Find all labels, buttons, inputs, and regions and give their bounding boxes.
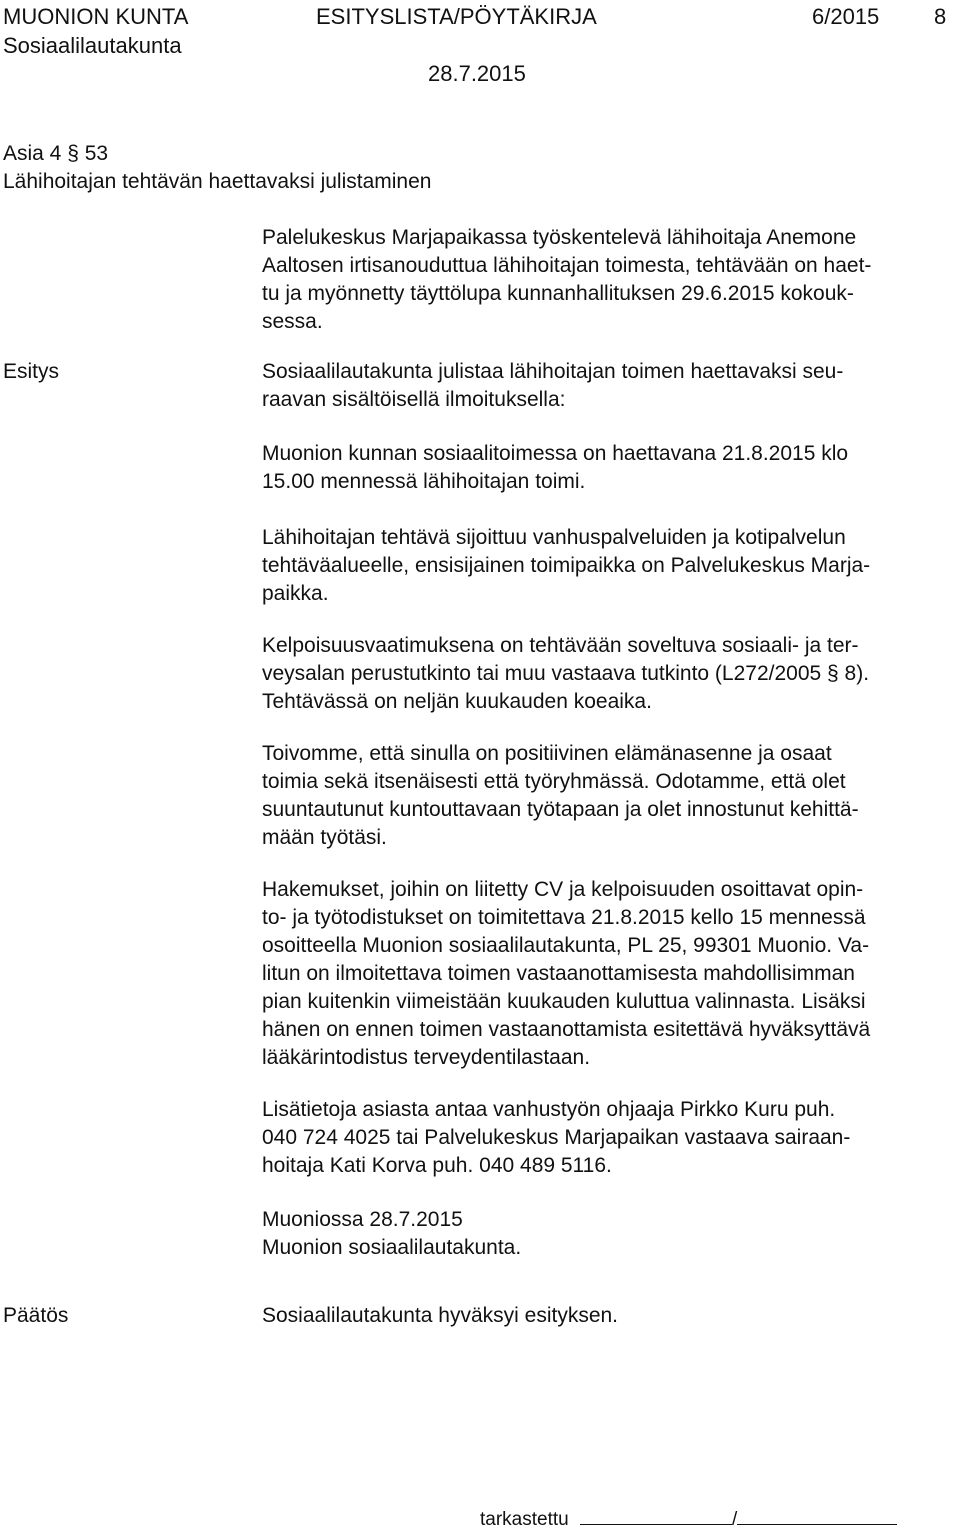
text-line: Tehtävässä on neljän kuukauden koeaika. [262,690,652,713]
sign-committee: Muonion sosiaalilautakunta. [262,1236,522,1259]
paatos-text: Sosiaalilautakunta hyväksyi esityksen. [262,1304,619,1327]
text-line: mään työtäsi. [262,826,387,849]
initials-line-2 [737,1506,897,1525]
initials-separator: / [732,1509,738,1530]
paatos-label: Päätös [3,1304,69,1327]
text-line: 040 724 4025 tai Palvelukeskus Marjapaikan vastaava sairaan- [262,1126,851,1149]
text-line: to- ja työtodistukset on toimitettava 21.8.2015 kello 15 mennessä [262,906,866,929]
text-line: tehtäväalueelle, ensisijainen toimipaikka on Palvelukeskus Marja- [262,554,871,577]
qualification-paragraph [262,632,958,716]
contact-info-paragraph [262,1096,958,1180]
sign-place-date: Muoniossa 28.7.2015 [262,1208,463,1231]
signoff [262,1206,958,1262]
text-line: Aaltosen irtisanouduttua lähihoitajan toimesta, tehtävään on haet- [262,254,872,277]
initials-line-1 [580,1506,732,1525]
applications-paragraph [262,876,958,1072]
text-line: hoitaja Kati Korva puh. 040 489 5116. [262,1154,612,1177]
background-paragraph [262,224,958,336]
text-line: hänen on ennen toimen vastaanottamista esitettävä hyväksyttävä [262,1018,871,1041]
text-line: Hakemukset, joihin on liitetty CV ja kelpoisuuden osoittavat opin- [262,878,864,901]
text-line: Toivomme, että sinulla on positiivinen elämänasenne ja osaat [262,742,832,765]
item-title: Lähihoitajan tehtävän haettavaksi julistaminen [3,170,432,193]
esitys-label: Esitys [3,360,60,383]
text-line: litun on ilmoitettava toimen vastaanottamisesta mahdollisimman [262,962,855,985]
text-line: raavan sisältöisellä ilmoituksella: [262,388,566,411]
text-line: toimia sekä itsenäisesti että työryhmässä. Odotamme, että olet [262,770,846,793]
text-line: osoitteella Muonion sosiaalilautakunta, PL 25, 99301 Muonio. Va- [262,934,870,957]
issue-number: 6/2015 [812,4,880,29]
text-line: Kelpoisuusvaatimuksena on tehtävään soveltuva sosiaali- ja ter- [262,634,859,657]
duties-paragraph [262,524,958,608]
text-line: Muonion kunnan sosiaalitoimessa on haettavana 21.8.2015 klo [262,442,849,465]
footer-checked [480,1506,897,1531]
municipality-name: MUONION KUNTA [3,4,189,29]
text-line: Palelukeskus Marjapaikassa työskentelevä lähihoitaja Anemone [262,226,857,249]
text-line: veysalan perustutkinto tai muu vastaava tutkinto (L272/2005 § 8). [262,662,870,685]
text-line: pian kuitenkin viimeistään kuukauden kuluttua valinnasta. Lisäksi [262,990,866,1013]
page-number: 8 [934,4,947,29]
text-line: lääkärintodistus terveydentilastaan. [262,1046,591,1069]
checked-label: tarkastettu [480,1509,569,1530]
text-line: sessa. [262,310,323,333]
meeting-date: 28.7.2015 [428,61,526,86]
text-line: paikka. [262,582,329,605]
announcement-paragraph [262,440,958,496]
text-line: 15.00 mennessä lähihoitajan toimi. [262,470,586,493]
item-number: Asia 4 § 53 [3,142,109,165]
wish-paragraph [262,740,958,852]
document-type: ESITYSLISTA/PÖYTÄKIRJA [316,4,597,29]
text-line: tu ja myönnetty täyttölupa kunnanhallituksen 29.6.2015 kokouk- [262,282,854,305]
text-line: Lähihoitajan tehtävä sijoittuu vanhuspalveluiden ja kotipalvelun [262,526,846,549]
esitys-intro [262,358,958,414]
text-line: Lisätietoja asiasta antaa vanhustyön ohjaaja Pirkko Kuru puh. [262,1098,836,1121]
text-line: Sosiaalilautakunta julistaa lähihoitajan toimen haettavaksi seu- [262,360,844,383]
text-line: suuntautunut kuntouttavaan työtapaan ja olet innostunut kehittä- [262,798,859,821]
committee-name: Sosiaalilautakunta [3,33,182,58]
